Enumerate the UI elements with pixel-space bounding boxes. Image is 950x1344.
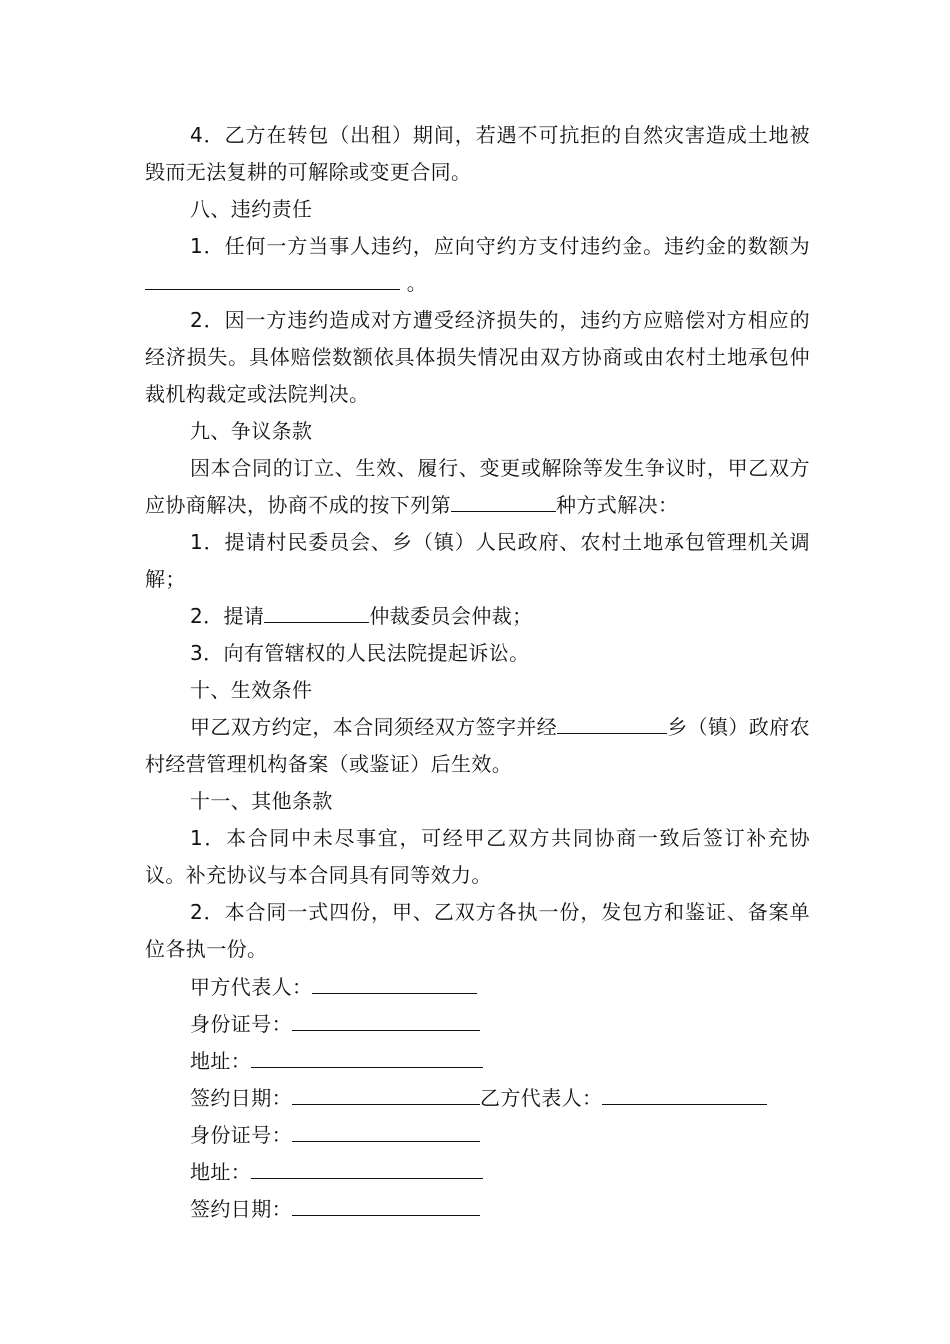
section-10-title-text: 十、生效条件 [190, 678, 313, 702]
clause-11-1 [145, 820, 810, 894]
clause-11-2 [145, 894, 810, 968]
party-b-date-label: 签约日期： [190, 1197, 292, 1221]
clause-11-2-text: 2．本合同一式四份，甲、乙双方各执一份，发包方和鉴证、备案单位各执一份。 [145, 900, 810, 961]
arbitration-committee-blank[interactable] [264, 598, 369, 623]
clause-9-intro-end: 种方式解决： [556, 493, 679, 517]
clause-10 [145, 709, 810, 783]
party-b-addr-row [145, 1153, 810, 1190]
party-b-id-blank[interactable] [292, 1116, 480, 1142]
party-a-id-row [145, 1005, 810, 1042]
party-b-rep-label: 乙方代表人： [480, 1086, 603, 1110]
clause-9-2-end: 仲裁委员会仲裁； [369, 604, 533, 628]
party-b-rep-blank[interactable] [602, 1079, 767, 1105]
party-b-date-row [145, 1190, 810, 1227]
clause-9-intro-text: 因本合同的订立、生效、履行、变更或解除等发生争议时，甲乙双方应协商解决，协商不成的按下列第 [145, 456, 810, 517]
party-a-addr-row [145, 1042, 810, 1079]
section-11-title-text: 十一、其他条款 [190, 789, 333, 813]
party-b-id-label: 身份证号： [190, 1123, 292, 1147]
party-a-rep-label: 甲方代表人： [190, 975, 313, 999]
clause-9-2-text: 2．提请 [190, 604, 265, 628]
clause-9-1-text: 1．提请村民委员会、乡（镇）人民政府、农村土地承包管理机关调解； [145, 530, 810, 591]
section-8-title [145, 191, 810, 228]
clause-9-intro [145, 450, 810, 524]
clause-9-2 [145, 598, 810, 635]
clause-8-2 [145, 302, 810, 413]
party-b-date-blank[interactable] [292, 1190, 480, 1216]
party-a-addr-label: 地址： [190, 1049, 252, 1073]
party-a-date-row [145, 1079, 810, 1116]
clause-8-1-text: 1．任何一方当事人违约，应向守约方支付违约金。违约金的数额为 [190, 234, 810, 258]
clause-9-3-text: 3．向有管辖权的人民法院提起诉讼。 [190, 641, 530, 665]
penalty-amount-blank[interactable] [145, 265, 400, 290]
clause-8-1 [145, 228, 810, 302]
clause-10-end: 乡（镇）政府农村经营管理机构备案（或鉴证）后生效。 [145, 715, 811, 776]
clause-9-3 [145, 635, 810, 672]
section-9-title [145, 413, 810, 450]
clause-9-1 [145, 524, 810, 598]
party-a-id-blank[interactable] [292, 1005, 480, 1031]
party-b-addr-blank[interactable] [251, 1153, 483, 1179]
township-blank[interactable] [557, 709, 667, 734]
section-10-title [145, 672, 810, 709]
party-a-id-label: 身份证号： [190, 1012, 292, 1036]
party-a-date-blank[interactable] [292, 1079, 480, 1105]
dispute-method-blank[interactable] [451, 487, 556, 512]
contract-body [145, 117, 810, 1227]
party-a-addr-blank[interactable] [251, 1042, 483, 1068]
clause-7-4-text: 4．乙方在转包（出租）期间，若遇不可抗拒的自然灾害造成土地被毁而无法复耕的可解除或变更合同。 [145, 123, 810, 184]
party-a-date-label: 签约日期： [190, 1086, 292, 1110]
section-8-title-text: 八、违约责任 [190, 197, 313, 221]
party-a-rep-row [145, 968, 810, 1005]
party-b-addr-label: 地址： [190, 1160, 252, 1184]
section-11-title [145, 783, 810, 820]
party-b-id-row [145, 1116, 810, 1153]
clause-7-4 [145, 117, 810, 191]
clause-8-2-text: 2．因一方违约造成对方遭受经济损失的，违约方应赔偿对方相应的经济损失。具体赔偿数额依具体损失情况由双方协商或由农村土地承包仲裁机构裁定或法院判决。 [145, 308, 810, 406]
clause-10-text: 甲乙双方约定，本合同须经双方签字并经 [190, 715, 558, 739]
party-a-rep-blank[interactable] [312, 968, 477, 994]
clause-8-1-end: 。 [406, 271, 428, 295]
section-9-title-text: 九、争议条款 [190, 419, 313, 443]
clause-11-1-text: 1．本合同中未尽事宜，可经甲乙双方共同协商一致后签订补充协议。补充协议与本合同具有同等效力。 [145, 826, 810, 887]
